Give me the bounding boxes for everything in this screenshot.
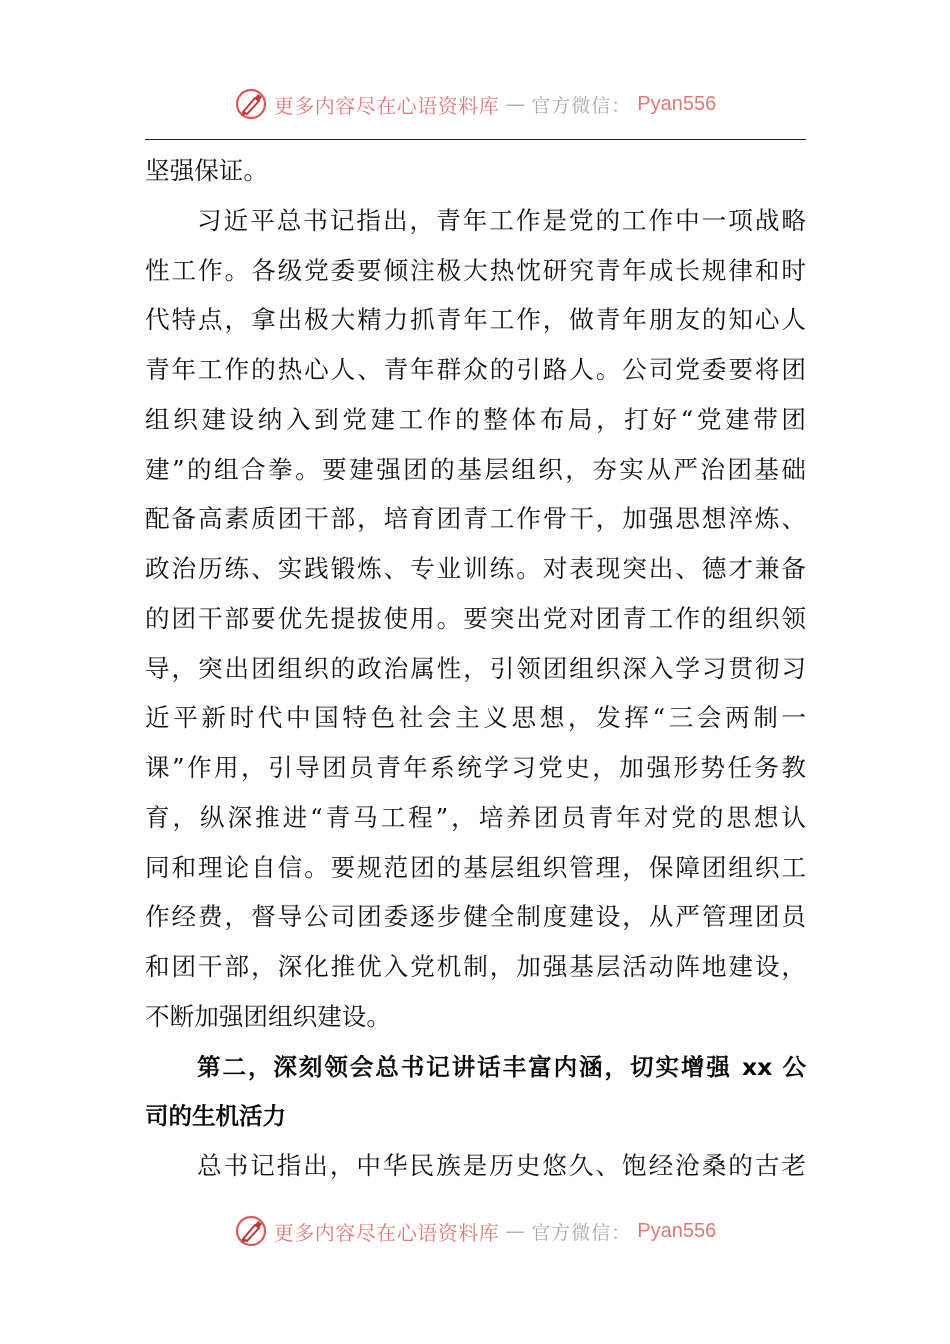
paragraph-line: 青年工作的热心人、青年群众的引路人。公司党委要将团: [145, 355, 806, 384]
watermark-text: 更多内容尽在心语资料库: [273, 1220, 500, 1245]
paragraph-line: 的团干部要优先提拔使用。要突出党对团青工作的组织领: [145, 603, 806, 633]
paragraph-line: 坚强保证。: [145, 156, 268, 185]
watermark-label: 官方微信：: [531, 1221, 632, 1244]
header-watermark: [0, 84, 950, 124]
section-heading-line: 司的生机活力: [145, 1102, 286, 1131]
section-heading-line: 第二，深刻领会总书记讲话丰富内涵，切实增强 xx 公: [197, 1052, 806, 1081]
footer-watermark: [0, 1211, 950, 1251]
paragraph-line: 导，突出团组织的政治属性，引领团组织深入学习贯彻习: [145, 653, 806, 683]
paragraph-line: 配备高素质团干部，培育团青工作骨干，加强思想淬炼、: [145, 504, 806, 534]
paragraph-line: 课”作用，引导团员青年系统学习党史，加强形势任务教: [145, 753, 806, 782]
paragraph-line: 建”的组合拳。要建强团的基层组织，夯实从严治团基础: [145, 454, 806, 484]
paragraph-line: 同和理论自信。要规范团的基层组织管理，保障团组织工: [145, 852, 806, 882]
paragraph-line: 习近平总书记指出，青年工作是党的工作中一项战略: [197, 205, 806, 235]
paragraph-line: 不断加强团组织建设。: [145, 1001, 391, 1031]
paragraph-line: 总书记指出，中华民族是历史悠久、饱经沧桑的古老: [197, 1151, 806, 1180]
watermark-wechat-id: Pyan556: [637, 92, 717, 115]
watermark-separator: —: [505, 92, 526, 116]
watermark-text: 更多内容尽在心语资料库: [273, 93, 500, 118]
header-divider: [145, 139, 806, 140]
watermark-label: 官方微信：: [531, 94, 632, 117]
paragraph-line: 组织建设纳入到党建工作的整体布局，打好“党建带团: [145, 404, 806, 434]
watermark-separator: —: [505, 1219, 526, 1243]
paragraph-line: 代特点，拿出极大精力抓青年工作，做青年朋友的知心人: [145, 305, 806, 335]
paragraph-line: 和团干部，深化推优入党机制，加强基层活动阵地建设，: [145, 952, 806, 981]
paragraph-line: 作经费，督导公司团委逐步健全制度建设，从严管理团员: [145, 902, 806, 932]
paragraph-line: 性工作。各级党委要倾注极大热忱研究青年成长规律和时: [145, 255, 806, 285]
watermark-wechat-id: Pyan556: [637, 1219, 717, 1242]
paragraph-line: 育，纵深推进“青马工程”，培养团员青年对党的思想认: [145, 802, 806, 832]
pen-nib-circle-icon: [234, 1214, 268, 1248]
paragraph-line: 政治历练、实践锻炼、专业训练。对表现突出、德才兼备: [145, 554, 806, 583]
pen-nib-circle-icon: [234, 87, 268, 121]
paragraph-line: 近平新时代中国特色社会主义思想，发挥“三会两制一: [145, 703, 806, 733]
